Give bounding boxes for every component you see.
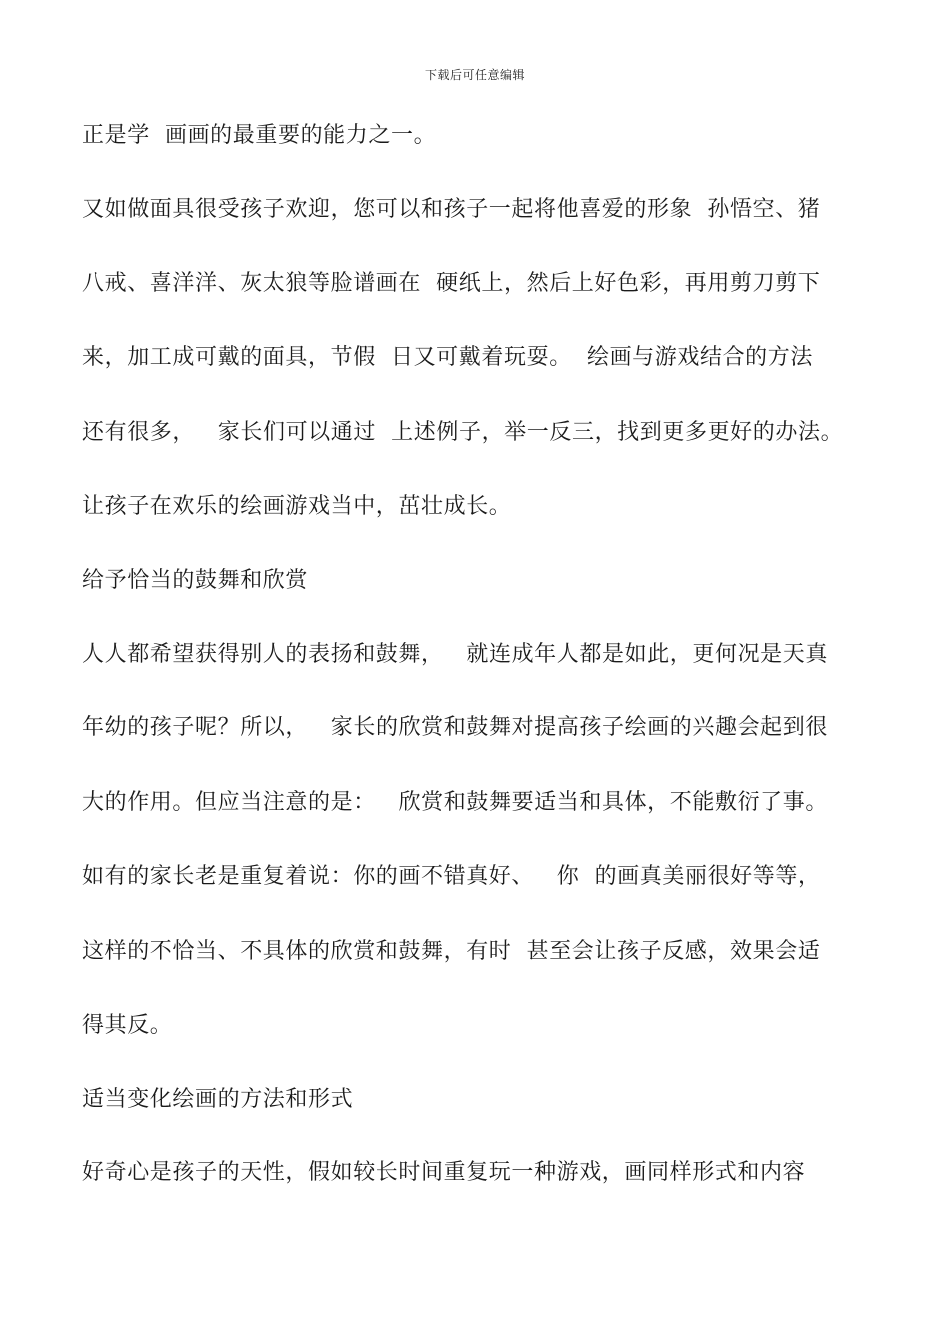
- text-line: 来，加工成可戴的面具，节假 日又可戴着玩耍。 绘画与游戏结合的方法: [82, 345, 813, 370]
- page-header-note: 下载后可任意编辑: [424, 68, 525, 82]
- text-line: 这样的不恰当、不具体的欣赏和鼓舞，有时 甚至会让孩子反感，效果会适: [82, 939, 821, 964]
- text-line: 人人都希望获得别人的表扬和鼓舞， 就连成年人都是如此，更何况是天真: [82, 642, 828, 667]
- text-line: 又如做面具很受孩子欢迎，您可以和孩子一起将他喜爱的形象 孙悟空、猪: [82, 197, 821, 222]
- section-heading: 适当变化绘画的方法和形式: [82, 1087, 354, 1112]
- text-line: 八戒、喜洋洋、灰太狼等脸谱画在 硬纸上，然后上好色彩，再用剪刀剪下: [82, 271, 821, 296]
- text-line: 大的作用。但应当注意的是： 欣赏和鼓舞要适当和具体，不能敷衍了事。: [82, 790, 828, 815]
- text-line: 正是学 画画的最重要的能力之一。: [82, 123, 437, 148]
- text-line: 得其反。: [82, 1013, 173, 1038]
- text-line: 让孩子在欢乐的绘画游戏当中，茁壮成长。: [82, 494, 512, 519]
- text-line: 如有的家长老是重复着说：你的画不错真好、 你 的画真美丽很好等等，: [82, 864, 821, 889]
- text-line: 好奇心是孩子的天性，假如较长时间重复玩一种游戏，画同样形式和内容: [82, 1160, 806, 1185]
- section-heading: 给予恰当的鼓舞和欣赏: [82, 568, 309, 593]
- text-line: 还有很多， 家长们可以通过 上述例子，举一反三，找到更多更好的办法。: [82, 420, 844, 445]
- text-line: 年幼的孩子呢？所以， 家长的欣赏和鼓舞对提高孩子绘画的兴趣会起到很: [82, 715, 828, 740]
